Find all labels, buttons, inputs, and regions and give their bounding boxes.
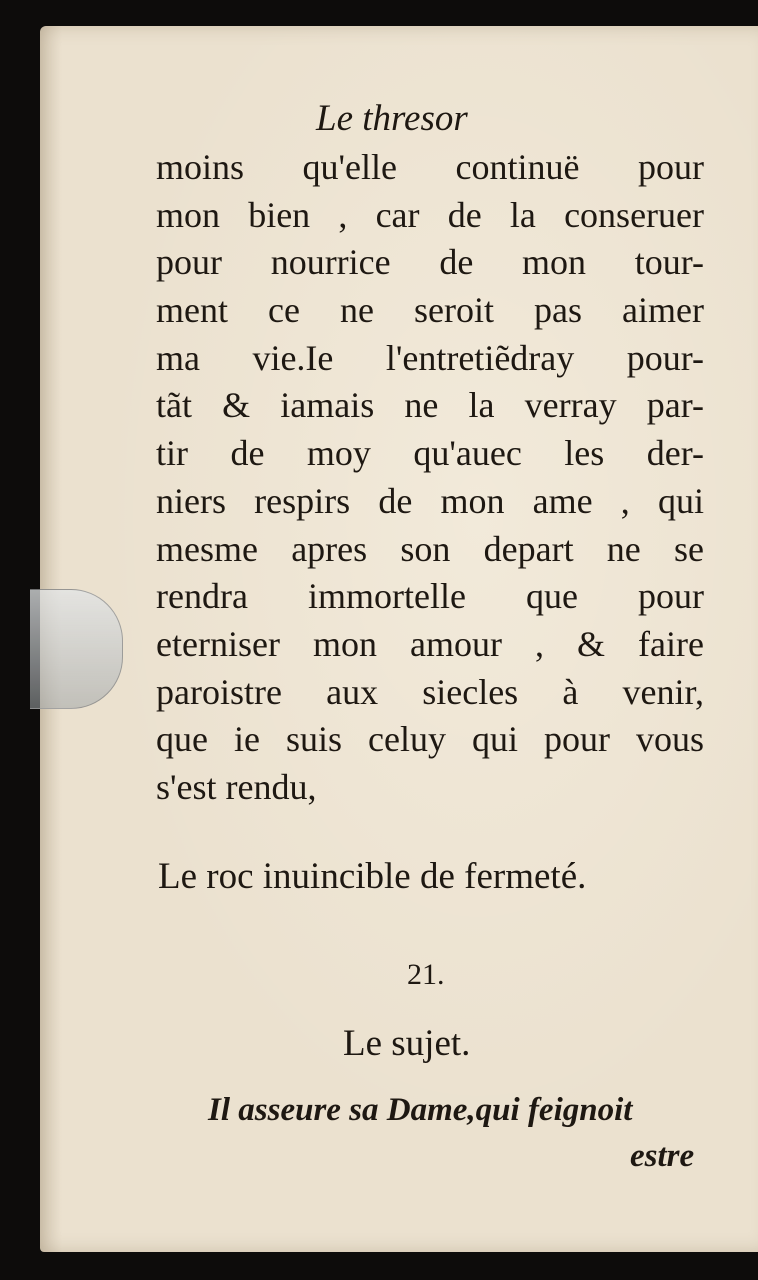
- text-line: eterniser mon amour , & faire: [156, 623, 704, 664]
- text-line: paroistre aux siecles à venir,: [156, 671, 704, 712]
- text-line: rendra immortelle que pour: [156, 576, 704, 617]
- text-line: mesme apres son depart ne se: [156, 528, 704, 569]
- text-line: ment ce ne seroit pas aimer: [156, 290, 704, 331]
- text-line: que ie suis celuy qui pour vous: [156, 719, 704, 760]
- text-line: niers respirs de mon ame , qui: [156, 480, 704, 521]
- catchword: estre: [630, 1138, 695, 1174]
- running-head: Le thresor: [316, 98, 468, 139]
- text-line: s'est rendu,: [156, 766, 317, 807]
- closing-line: Le roc inuincible de fermeté.: [158, 856, 587, 897]
- text-line: tir de moy qu'auec les der-: [156, 433, 704, 474]
- text-line: ma vie.Ie l'entretiẽdray pour-: [156, 337, 704, 378]
- page-clip: [30, 589, 123, 709]
- text-line: pour nourrice de mon tour-: [156, 242, 704, 283]
- body-text: [156, 144, 704, 812]
- text-line: moins qu'elle continuë pour: [156, 147, 704, 187]
- subject-heading: Le sujet.: [343, 1023, 471, 1064]
- text-line: tãt & iamais ne la verray par-: [156, 385, 704, 426]
- text-line: mon bien , car de la conseruer: [156, 194, 704, 235]
- intro-line: Il asseure sa Dame,qui feignoit: [208, 1092, 633, 1128]
- section-number: 21.: [407, 958, 445, 991]
